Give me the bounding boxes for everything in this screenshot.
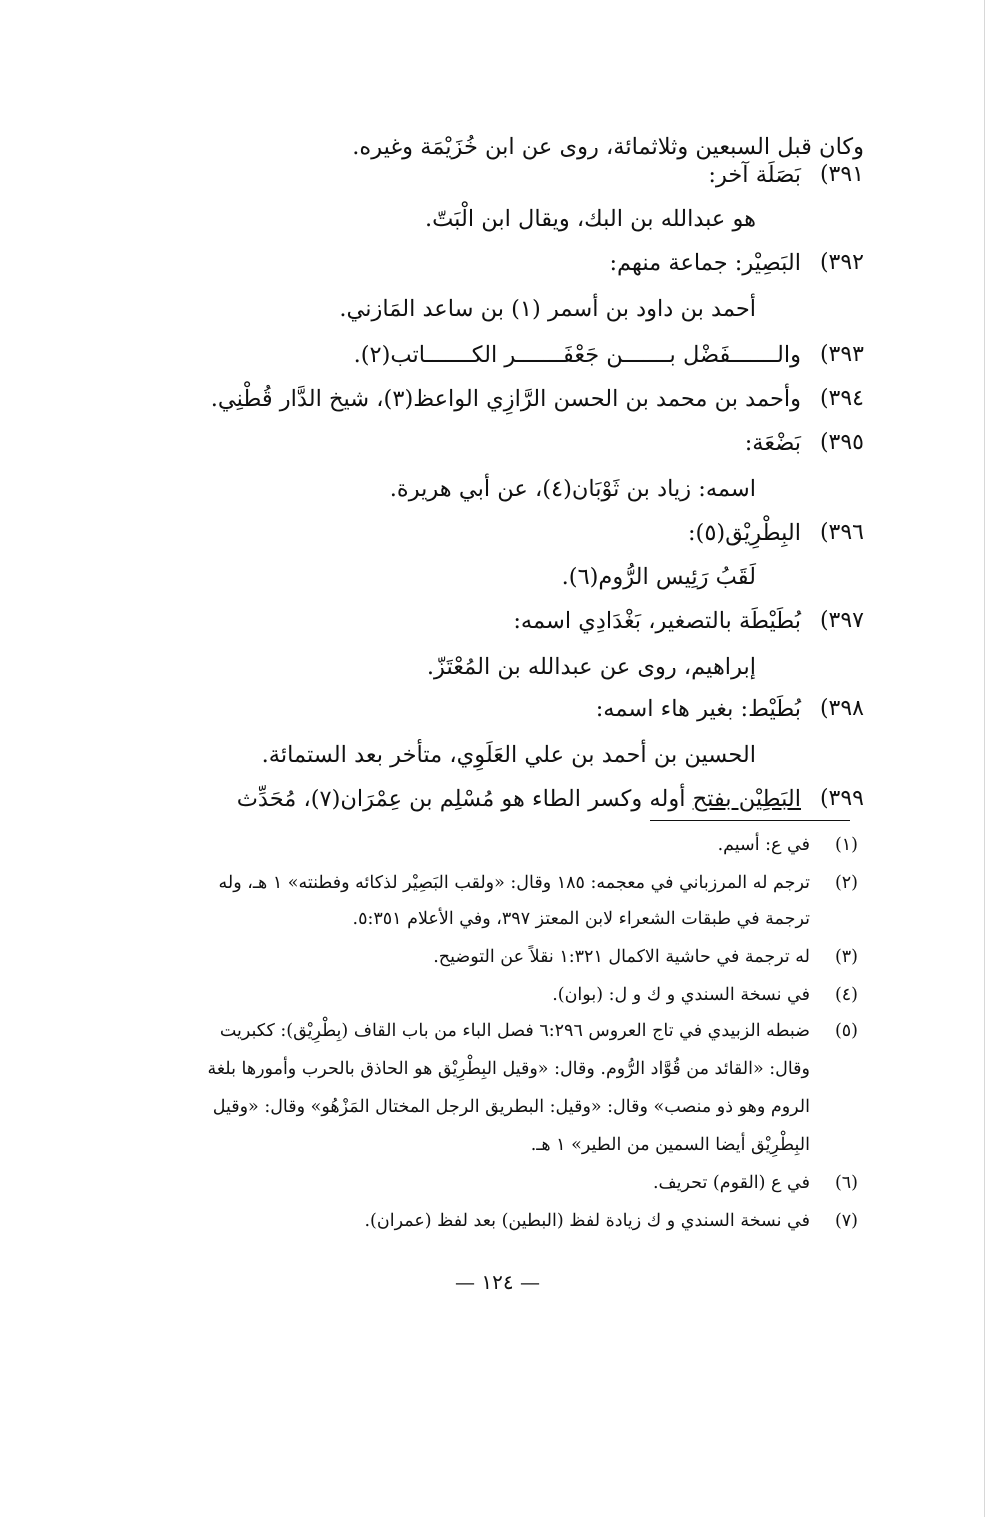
entry-399-underlined-text: البَطِيْن بفتح [692, 786, 801, 812]
footnote-5-line-4: البِطْرِيْق أيضا السمين من الطير» ١ هـ. [530, 1135, 810, 1155]
entry-391-number: ٣٩١) [819, 162, 864, 187]
entry-393-number: ٣٩٣) [819, 342, 864, 367]
footnote-2-line-2: ترجمة في طبقات الشعراء لابن المعتز ٣٩٧، وفي الأعلام ٥:٣٥١. [352, 909, 810, 929]
entry-392-body: أحمد بن داود بن أسمر (١) بن ساعد المَازني. [339, 296, 756, 322]
entry-399-number: ٣٩٩) [819, 786, 864, 811]
footnote-5-line-1: ضبطه الزبيدي في تاج العروس ٦:٢٩٦ فصل الباء من باب القاف (بِطْرِيْق): ككبريت [219, 1021, 810, 1041]
entry-395-body: اسمه: زياد بن ثَوْبَان(٤)، عن أبي هريرة. [389, 476, 756, 502]
entry-398-heading: بُطَيْط: بغير هاء اسمه: [595, 696, 801, 722]
footnote-5-line-3: الروم وهو ذو منصب» وقال: «وقيل: البطريق الرجل المختال المَزْهُو» وقال: «وقيل [212, 1097, 810, 1117]
footnote-4-text: في نسخة السندي و ك و ل: (بوان). [552, 985, 810, 1005]
footnote-3-number: (٣) [834, 947, 858, 967]
footnote-separator [650, 820, 850, 821]
footnote-6-text: في ع (القوم) تحريف. [652, 1173, 810, 1193]
entry-390-continuation: وكان قبل السبعين وثلاثمائة، روى عن ابن خُزَيْمَة وغيره. [352, 134, 864, 160]
entry-399-rest-text: أوله وكسر الطاء هو مُسْلِم بن عِمْرَان(٧)، مُحَدِّث [236, 786, 693, 812]
footnote-7-text: في نسخة السندي و ك زيادة لفظ (البطين) بعد لفظ (عمران). [364, 1211, 810, 1231]
entry-392-heading: البَصِيْر: جماعة منهم: [609, 250, 801, 276]
footnote-2-line-1: ترجم له المرزباني في معجمه: ١٨٥ وقال: «ولقب البَصِيْر لذكائه وفطنته» ١ هـ، وله [218, 873, 810, 893]
entry-398-number: ٣٩٨) [819, 696, 864, 721]
entry-395-heading: بَضْعَة: [744, 430, 801, 456]
entry-392-number: ٣٩٢) [819, 250, 864, 275]
footnote-4-number: (٤) [834, 985, 858, 1005]
footnote-6-number: (٦) [834, 1173, 858, 1193]
footnote-2-number: (٢) [834, 873, 858, 893]
entry-393-heading: والـــــــفَضْل بـــــــن جَعْفَـــــــر الكـــــــاتب(٢). [353, 342, 801, 368]
entry-394-number: ٣٩٤) [819, 386, 864, 411]
entry-391-heading: بَصَلَة آخر: [708, 162, 801, 188]
entry-394-heading: وأحمد بن محمد بن الحسن الرَّازِي الواعظ(٣)، شيخ الدَّار قُطْنِي. [210, 386, 801, 412]
entry-397-heading: بُطَيْطَة بالتصغير، بَغْدَادِي اسمه: [513, 608, 801, 634]
entry-396-number: ٣٩٦) [819, 520, 864, 545]
page-number: — ١٢٤ — [455, 1270, 540, 1294]
entry-399-heading [237, 784, 801, 814]
entry-396-heading: البِطْرِيْق(٥): [687, 520, 801, 546]
entry-397-body: إبراهيم، روى عن عبدالله بن المُعْتَزّ. [426, 654, 756, 680]
footnote-7-number: (٧) [834, 1211, 858, 1231]
entry-397-number: ٣٩٧) [819, 608, 864, 633]
footnote-5-number: (٥) [834, 1021, 858, 1041]
footnote-5-line-2: وقال: «القائد من قُوَّاد الرُّوم. وقال: «وقيل البِطْرِيْق هو الحاذق بالحرب وأمورها بلغة [207, 1059, 810, 1079]
entry-391-body: هو عبدالله بن البك، ويقال ابن الْبَتّ. [424, 206, 756, 232]
footnote-3-text: له ترجمة في حاشية الاكمال ١:٣٢١ نقلاً عن التوضيح. [433, 947, 810, 967]
entry-398-body: الحسين بن أحمد بن علي العَلَوِي، متأخر بعد الستمائة. [261, 742, 756, 768]
entry-396-body: لَقَبُ رَئِيس الرُّوم(٦). [561, 564, 756, 590]
footnote-1-text: في ع: أسيم. [717, 835, 810, 855]
entry-395-number: ٣٩٥) [819, 430, 864, 455]
footnote-1-number: (١) [834, 835, 858, 855]
